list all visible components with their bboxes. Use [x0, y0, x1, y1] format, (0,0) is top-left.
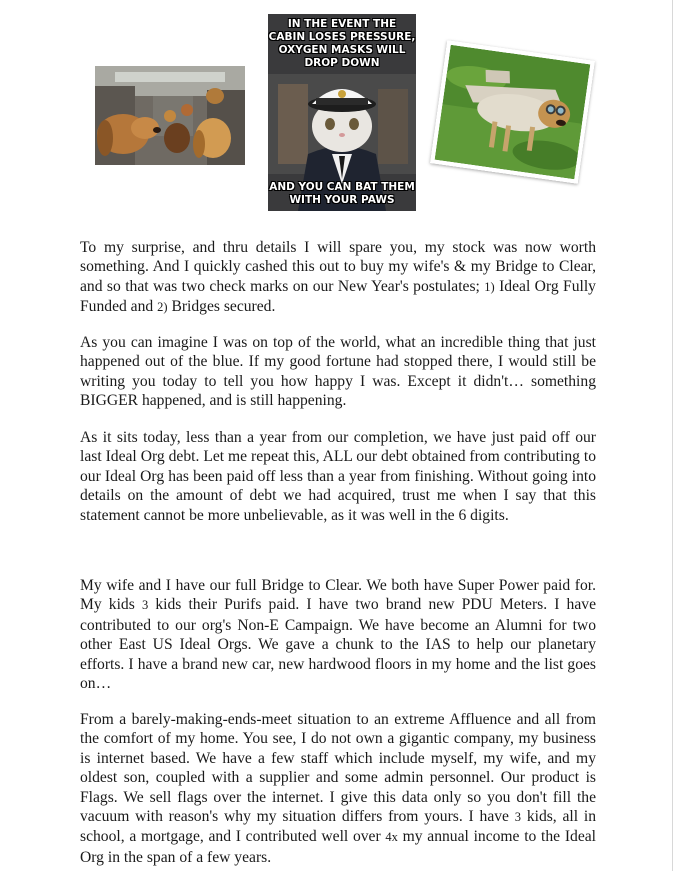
p1-item1: Ideal Org Fully Funded and	[80, 277, 596, 316]
cat-pilot-meme	[268, 14, 416, 211]
p5-text-a: From a barely-making-ends-meet situation to an extreme Affluence and all from the comfort of my home. You see, I do not own a gigantic company, my business is internet based. We have a few staff which include myself, my wife, and my oldest son, coupled with a supplier and some admin personnel. Our product is Flags. We sell flags over the internet. I give this data only so you don't fill the vacuum with reason's why my situation differs from yours. I have	[80, 711, 596, 826]
p1-item2-number: 2)	[157, 300, 168, 315]
paragraph-affluence	[80, 710, 596, 867]
dog-airplane-costume-photo	[430, 40, 595, 184]
p4-number: 3	[141, 598, 149, 613]
page-edge-line	[672, 0, 673, 871]
p5-number-multiple: 4x	[385, 830, 398, 845]
p1-item1-number: 1)	[484, 279, 495, 294]
p1-item2: Bridges secured.	[171, 298, 276, 316]
p5-text-b: kids, all in school, a mortgage, and I contributed well over	[80, 808, 597, 846]
p5-text-c: my annual income to the Ideal Org in the span of a few years.	[80, 828, 596, 866]
paragraph-top-of-world: As you can imagine I was on top of the world, what an incredible thing that just happened out of the blue. If my good fortune had stopped there, I would still be writing you today to tell you how happy I was. Except it didn't… something BIGGER happened, and is still happening.	[80, 334, 596, 410]
paragraph-bridge-to-clear	[80, 576, 596, 693]
paragraph-stock-cashed	[80, 238, 596, 318]
p4-text-a: My wife and I have our full Bridge to Clear. We both have Super Power paid for. My kids	[80, 577, 596, 614]
paragraph-debt-paid-off: As it sits today, less than a year from our completion, we have just paid off our last Ideal Org debt. Let me repeat this, ALL our debt obtained from contributing to our Ideal Org has been paid off less than a year from finishing. Without going into details on the amount of debt we had acquired, trust me when I say that this statement cannot be more unbelievable, as it was well in the 6 digits.	[80, 429, 596, 524]
p5-number-kids: 3	[514, 810, 522, 825]
p1-text: To my surprise, and thru details I will spare you, my stock was now worth something. And I quickly cashed this out to buy my wife's & my Bridge to Clear, and so that was two check marks on our New Year's postulates;	[80, 239, 596, 295]
meme-top-caption: IN THE EVENT THE CABIN LOSES PRESSURE, OXYGEN MASKS WILL DROP DOWN	[268, 18, 416, 69]
p4-text-b: kids their Purifs paid. I have two brand new PDU Meters. I have contributed to our org's Non-E Campaign. We have become an Alumni for two other East US Ideal Orgs. We gave a chunk to the IAS to help our planetary efforts. I have a brand new car, new hardwood floors in my home and the list goes on…	[80, 596, 596, 693]
dogs-on-plane-photo	[95, 66, 245, 165]
meme-bottom-caption: AND YOU CAN BAT THEM WITH YOUR PAWS	[269, 181, 415, 206]
